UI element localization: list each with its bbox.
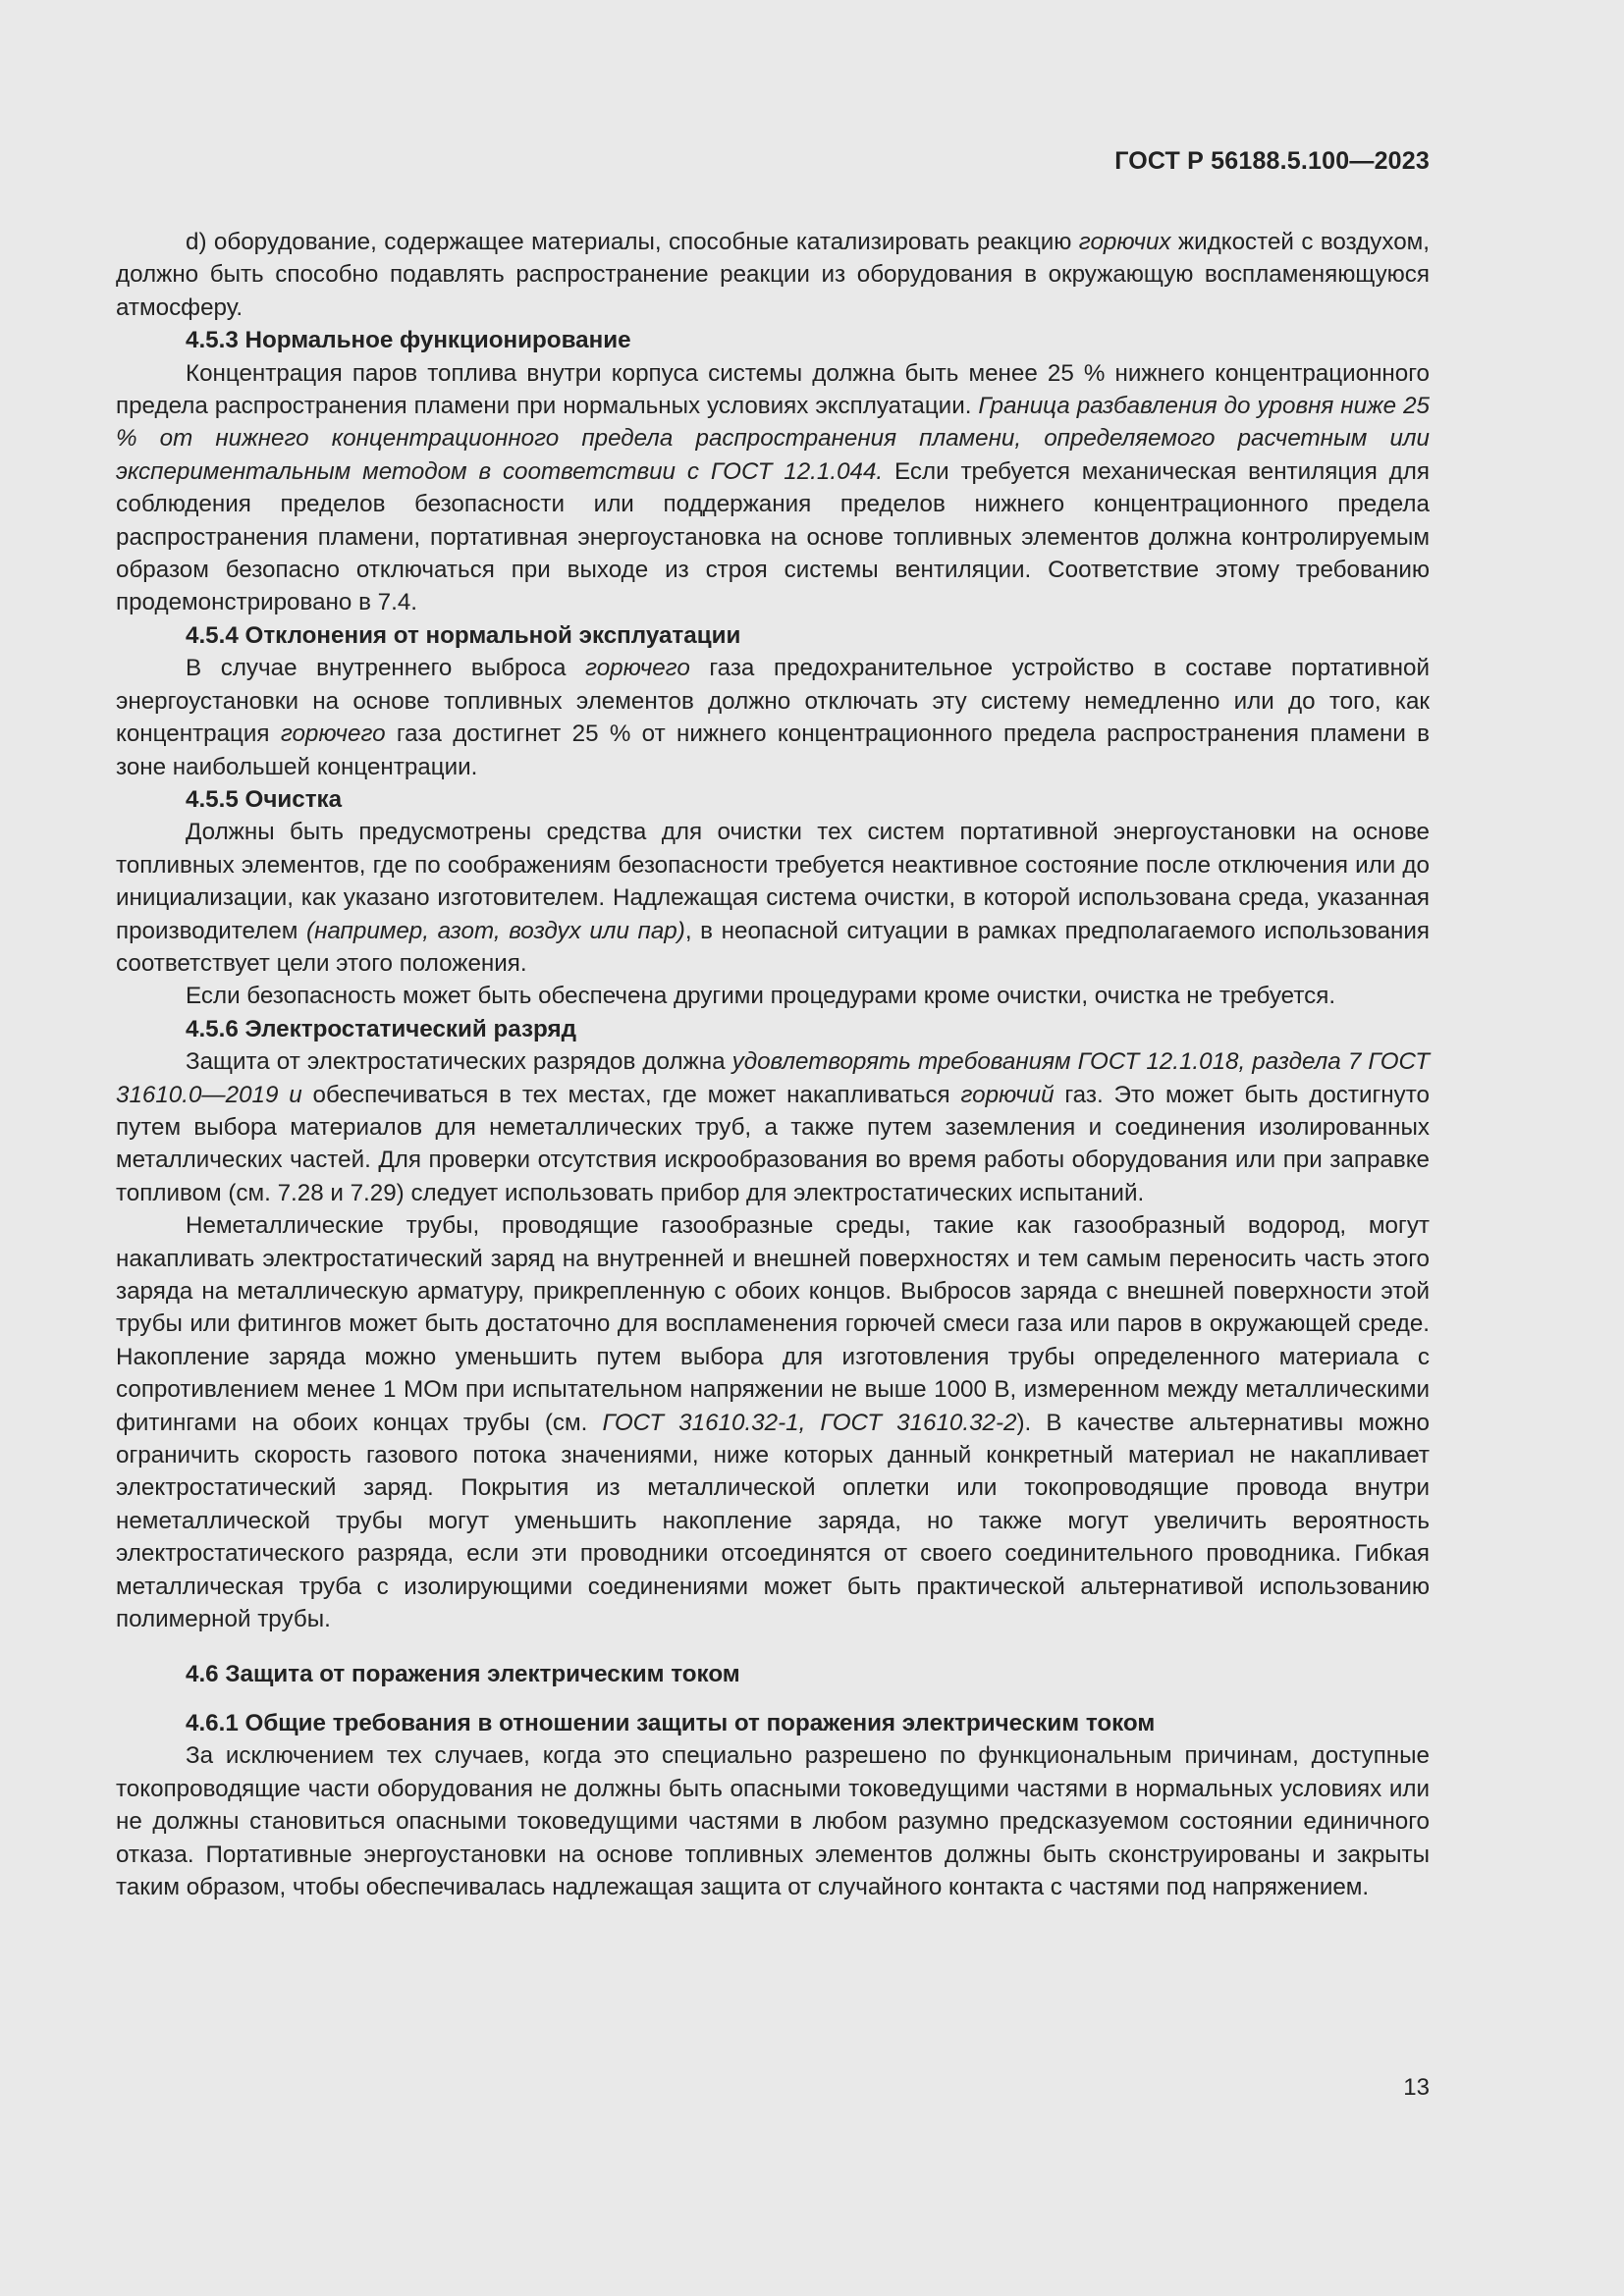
text-run: газа достигнет 25 % от нижнего концентрационного предела распространения пламени в зоне наибольшей концентрации. (116, 721, 1431, 780)
paragraph-item-d (116, 226, 1430, 324)
text-run: Защита от электростатических разрядов должна (186, 1048, 732, 1076)
text-run: d) оборудование, содержащее материалы, способные катализировать реакцию (186, 229, 1079, 255)
paragraph-purging (116, 816, 1430, 980)
text-run: За исключением тех случаев, когда это специально разрешено по функциональным причинам, доступные токопроводящие части оборудования не должны быть опасными токоведущими частями в нормальных условиях или не должны становиться опасными токоведущими частями в любом разумно предсказуемом состоянии единичного отказа. Портативные энергоустановки на основе топливных элементов должны быть сконструированы и закрыты таким образом, чтобы обеспечивалась надлежащая защита от случайного контакта с частями под напряжением. (116, 1742, 1430, 1900)
section-heading-4-5-3: 4.5.3 Нормальное функционирование (186, 327, 631, 354)
section-heading-4-6: 4.6 Защита от поражения электрическим током (186, 1661, 740, 1688)
italic-text-run: Граница разбавления до уровня ниже 25 % от нижнего концентрационного предела распространения пламени, определяемого расчетным или экспериментальным методом в соответствии с ГОСТ 12.1.044. (116, 393, 1430, 485)
italic-text-run: горючий (960, 1081, 1055, 1108)
text-run: В случае внутреннего выброса (186, 655, 586, 682)
section-heading-4-5-5: 4.5.5 Очистка (186, 785, 343, 813)
paragraph-abnormal-operation (116, 652, 1430, 783)
paragraph-electrostatic-protection (116, 1045, 1430, 1209)
paragraph-shock-protection (116, 1739, 1430, 1903)
text-run: Неметаллические трубы, проводящие газообразные среды, такие как газообразный водород, могут накапливать электростатический заряд на внутренней и внешней поверхностях и тем самым переносить часть этого заряда на металлическую арматуру, прикрепленную с обоих концов. Выбросов заряда с внешней поверхности этой трубы или фитингов может быть достаточно для воспламенения горючей смеси газа или паров в окружающей среде. Накопление заряда можно уменьшить путем выбора для изготовления трубы определенного материала с сопротивлением менее 1 МОм при испытательном напряжении не выше 1000 В, измеренном между металлическими фитингами на обоих концах трубы (см. (116, 1212, 1430, 1436)
text-run: газ. Это может быть достигнуто путем выбора материалов для неметаллических труб, а также путем заземления и соединения изолированных металлических частей. Для проверки отсутствия искрообразования во время работы оборудования или при заправке топливом (см. 7.28 и 7.29) следует использовать прибор для электростатических испытаний. (116, 1081, 1430, 1206)
document-body (116, 226, 1430, 1903)
section-heading-4-5-6: 4.5.6 Электростатический разряд (186, 1015, 576, 1042)
document-standard-number: ГОСТ Р 56188.5.100—2023 (1114, 147, 1430, 175)
text-run: газа предохранительное устройство в составе портативной энергоустановки на основе топливных элементов должно отключать эту систему немедленно или до того, как концентрация (116, 655, 1430, 748)
paragraph-purging-alternative (116, 980, 1430, 1012)
text-run: Концентрация паров топлива внутри корпуса системы должна быть менее 25 % нижнего концентрационного предела распространения пламени при нормальных условиях эксплуатации. (116, 359, 1430, 420)
text-run: Должны быть предусмотрены средства для очистки тех систем портативной энергоустановки на основе топливных элементов, где по соображениям безопасности требуется неактивное состояние после отключения или до инициализации, как указано изготовителем. Надлежащая система очистки, в которой использована среда, указанная производителем (116, 819, 1430, 944)
text-run: Если требуется механическая вентиляция для соблюдения пределов безопасности или поддержания пределов нижнего концентрационного предела распространения пламени, портативная энергоустановка на основе топливных элементов должна контролируемым образом безопасно отключаться при выходе из строя системы вентиляции. Соответствие этому требованию продемонстрировано в 7.4. (116, 457, 1430, 616)
section-heading-4-5-4: 4.5.4 Отклонения от нормальной эксплуатации (186, 621, 741, 649)
italic-text-run: горючих (1078, 229, 1171, 255)
text-run: жидкостей с воздухом, должно быть способно подавлять распространение реакции из оборудования в окружающую воспламеняющуюся атмосферу. (116, 229, 1430, 321)
paragraph-normal-operation (116, 357, 1430, 619)
section-heading-4-6-1: 4.6.1 Общие требования в отношении защиты от поражения электрическим током (186, 1709, 1156, 1736)
text-run: Если безопасность может быть обеспечена другими процедурами кроме очистки, очистка не требуется. (186, 983, 1336, 1010)
text-run: , в неопасной ситуации в рамках предполагаемого использования соответствует цели этого положения. (116, 917, 1430, 977)
text-run: ). В качестве альтернативы можно ограничить скорость газового потока значениями, ниже которых данный конкретный материал не накапливает электростатический заряд. Покрытия из металлической оплетки или токопроводящие провода внутри неметаллической трубы могут уменьшить накопление заряда, но также могут увеличить вероятность электростатического разряда, если эти проводники отсоединятся от своего соединительного проводника. Гибкая металлическая труба с изолирующими соединениями может быть практической альтернативой использованию полимерной трубы. (116, 1409, 1431, 1633)
page-number: 13 (1403, 2074, 1430, 2101)
italic-text-run: ГОСТ 31610.32-1, ГОСТ 31610.32-2 (602, 1409, 1017, 1436)
italic-text-run: горючего (280, 721, 386, 748)
italic-text-run: горючего (585, 655, 690, 682)
paragraph-nonmetallic-pipes (116, 1209, 1430, 1635)
italic-text-run: удовлетворять требованиям ГОСТ 12.1.018, раздела 7 ГОСТ 31610.0—2019 и (116, 1048, 1430, 1108)
italic-text-run: (например, азот, воздух или пар) (306, 917, 685, 944)
text-run: обеспечиваться в тех местах, где может накапливаться (301, 1081, 961, 1108)
